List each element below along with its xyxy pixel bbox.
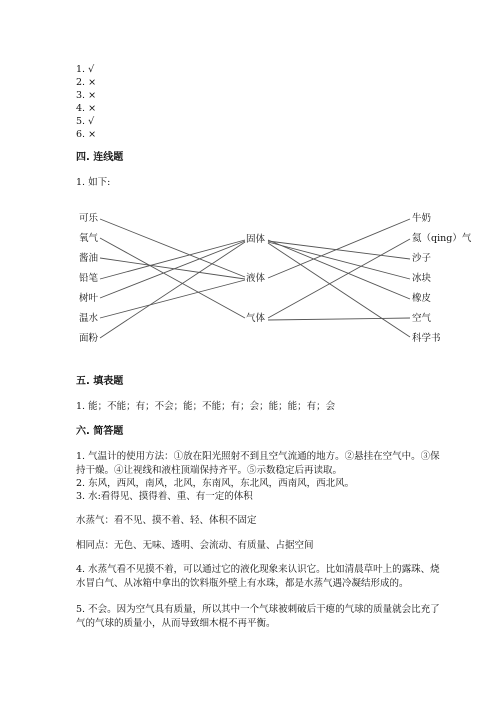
left-item-cola: 可乐	[79, 213, 99, 224]
right-item-science-book: 科学书	[412, 333, 441, 344]
right-item-sand: 沙子	[412, 253, 432, 264]
line-gas-air	[268, 318, 410, 320]
answer-q3-vapor: 水蒸气：看不见、摸不着、轻、体积不固定	[76, 515, 257, 526]
line-pencil-solid	[100, 240, 245, 279]
answer-q5: 5. 不会。因为空气具有质量，所以其中一个气球被刺破后干瘪的气球的质量就会比充了气的气球的质量小，从而导致细木棍不再平衡。	[76, 604, 440, 629]
judge-answer-4: 4. ×	[76, 103, 97, 114]
section5-answer: 1. 能；不能；有；不会；能；不能；有；会；能；能；有；会	[76, 401, 336, 412]
answer-q3-common: 相同点：无色、无味、透明、会流动、有质量、占据空间	[76, 540, 314, 551]
judge-answer-6: 6. ×	[76, 129, 97, 140]
left-item-pencil: 铅笔	[79, 273, 99, 284]
line-gas-hydrogen	[268, 239, 410, 318]
left-item-warm-water: 温水	[79, 313, 99, 324]
answer-q4: 4. 水蒸气看不见摸不着，可以通过它的液化现象来认识它。比如清晨草叶上的露珠、烧水冒白气、从冰箱中拿出的饮料瓶外壁上有水珠，都是水蒸气遇冷凝结形成的。	[76, 564, 440, 589]
answer-q1: 1. 气温计的使用方法：①放在阳光照射不到且空气流通的地方。②悬挂在空气中。③保持干燥。④让视线和液柱顶端保持齐平。⑤示数稳定后再读取。	[76, 451, 440, 476]
right-item-hydrogen: 氦（qing）气	[412, 233, 472, 244]
left-item-leaf: 树叶	[79, 293, 99, 304]
left-item-oxygen: 氧气	[79, 233, 99, 244]
left-item-soy-sauce: 酱油	[79, 253, 99, 264]
right-item-air: 空气	[412, 313, 432, 324]
section4-heading: 四. 连线题	[76, 152, 124, 163]
section4-intro: 1. 如下:	[76, 177, 111, 188]
middle-item-liquid: 液体	[246, 273, 266, 284]
middle-item-solid: 固体	[246, 234, 266, 245]
line-flour-solid	[100, 242, 245, 338]
right-item-ice: 冰块	[412, 273, 432, 284]
section6-heading: 六. 简答题	[76, 426, 124, 437]
answer-q3: 3. 水:看得见、摸得着、重、有一定的体积	[76, 491, 253, 502]
judge-answer-5: 5. √	[76, 116, 95, 127]
line-water-liquid	[100, 280, 245, 318]
line-solid-ice	[268, 242, 410, 279]
line-solid-sand	[268, 241, 410, 259]
judge-answer-2: 2. ×	[76, 77, 97, 88]
section5-heading: 五. 填表题	[76, 376, 124, 387]
left-item-flour: 面粉	[79, 333, 99, 344]
right-item-eraser: 橡皮	[412, 293, 432, 304]
middle-item-gas: 气体	[246, 313, 266, 324]
judge-answer-3: 3. ×	[76, 90, 97, 101]
right-item-milk: 牛奶	[412, 213, 432, 224]
answer-q2: 2. 东风，西风，南风，北风，东南风，东北风，西南风，西北风。	[76, 478, 355, 489]
judge-answer-1: 1. √	[76, 64, 95, 75]
